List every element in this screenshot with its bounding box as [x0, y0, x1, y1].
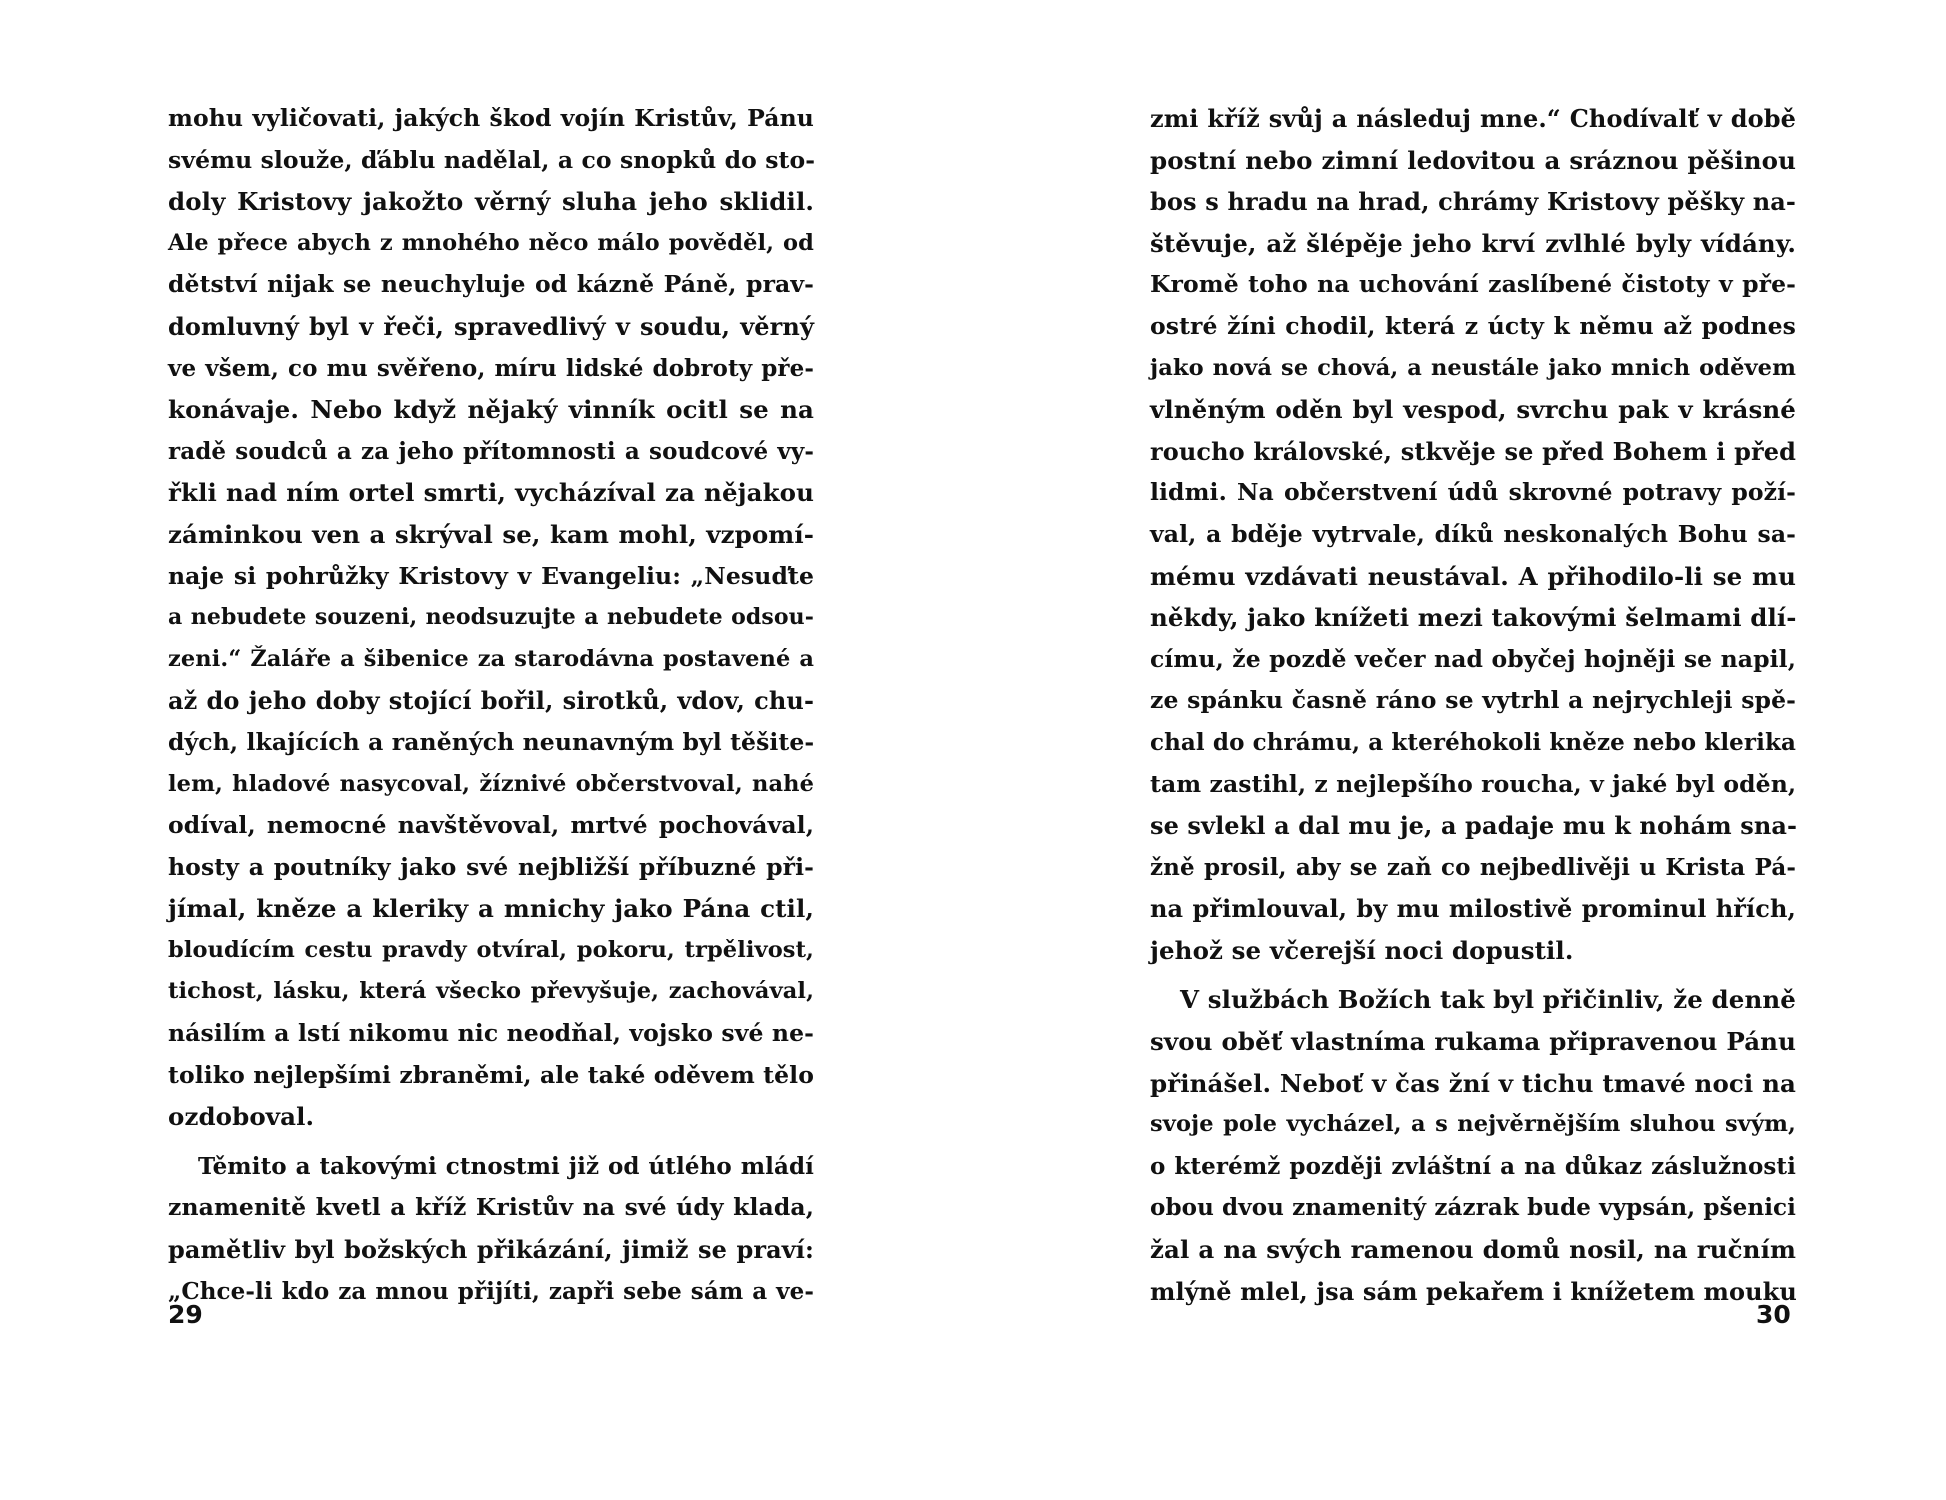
- paragraph-gap: [168, 1138, 814, 1146]
- text-line: svému slouže, ďáblu nadělal, a co snopků do sto-: [168, 145, 816, 174]
- text-line: ze spánku časně ráno se vytrhl a nejrychleji spě-: [1150, 686, 1796, 715]
- text-line: toliko nejlepšími zbraněmi, ale také oděvem tělo: [168, 1060, 814, 1089]
- text-line: štěvuje, až šlépěje jeho krví zvlhlé byly vídány.: [1150, 228, 1796, 258]
- text-line: tichost, lásku, která všecko převyšuje, zachovával,: [168, 978, 814, 1005]
- text-line: mému vzdávati neustával. A přihodilo-li se mu: [1150, 561, 1796, 591]
- text-line: lidmi. Na občerstvení údů skrovné potravy poží-: [1150, 478, 1796, 507]
- text-line: Těmito a takovými ctnostmi již od útlého mládí: [198, 1152, 814, 1180]
- text-line: bos s hradu na hrad, chrámy Kristovy pěšky na-: [1150, 187, 1796, 217]
- text-line: záminkou ven a skrýval se, kam mohl, vzpomí-: [168, 519, 814, 549]
- left-page-text: [168, 98, 814, 1312]
- text-line: naje si pohrůžky Kristovy v Evangeliu: „Nesuďte: [168, 561, 814, 590]
- text-line: címu, že pozdě večer nad obyčej hojněji se napil,: [1150, 644, 1796, 673]
- text-line: ozdoboval.: [168, 1102, 315, 1132]
- text-line: jímal, kněze a kleriky a mnichy jako Pána ctil,: [168, 894, 814, 924]
- text-line: pamětliv byl božských přikázání, jimiž se praví:: [168, 1235, 814, 1265]
- text-line: tam zastihl, z nejlepšího roucha, v jaké byl oděn,: [1150, 769, 1797, 798]
- text-line: žně prosil, aby se zaň co nejbedlivěji u Krista Pá-: [1150, 853, 1796, 881]
- text-line: řkli nad ním ortel smrti, vycházíval za nějakou: [168, 478, 814, 508]
- text-line: ostré žíni chodil, která z úcty k němu až podnes: [1150, 311, 1796, 340]
- text-line: roucho královské, stkvěje se před Bohem i před: [1150, 436, 1796, 466]
- text-line: hosty a poutníky jako své nejbližší příbuzné při-: [168, 852, 814, 881]
- text-line: lem, hladové nasycoval, žíznivé občerstvoval, nahé: [168, 770, 814, 797]
- text-line: až do jeho doby stojící bořil, sirotků, vdov, chu-: [168, 686, 814, 716]
- text-line: a nebudete souzeni, neodsuzujte a nebudete odsou-: [168, 604, 814, 631]
- right-page: [1150, 98, 1796, 1312]
- text-line: svou oběť vlastníma rukama připravenou Pánu: [1150, 1027, 1796, 1057]
- text-line: domluvný byl v řeči, spravedlivý v soudu, věrný: [168, 311, 814, 341]
- text-line: bloudícím cestu pravdy otvíral, pokoru, trpělivost,: [168, 936, 814, 963]
- paragraph-gap: [1150, 971, 1796, 979]
- text-line: Kromě toho na uchování zaslíbené čistoty v pře-: [1150, 270, 1796, 299]
- text-line: vlněným oděn byl vespod, svrchu pak v krásné: [1150, 395, 1796, 425]
- text-line: o kterémž později zvláštní a na důkaz záslužnosti: [1150, 1152, 1796, 1180]
- text-line: přinášel. Neboť v čas žní v tichu tmavé noci na: [1150, 1068, 1796, 1098]
- text-line: dětství nijak se neuchyluje od kázně Páně, prav-: [168, 270, 814, 299]
- text-line: na přimlouval, by mu milostivě prominul hřích,: [1150, 894, 1796, 924]
- text-line: konávaje. Nebo když nějaký vinník ocitl se na: [168, 395, 814, 425]
- text-line: radě soudců a za jeho přítomnosti a soudcové vy-: [168, 437, 814, 465]
- text-line: Ale přece abych z mnohého něco málo pověděl, od: [168, 229, 814, 256]
- text-line: mlýně mlel, jsa sám pekařem i knížetem mouku: [1150, 1276, 1797, 1306]
- text-line: zeni.“ Žaláře a šibenice za starodávna postavené a: [168, 645, 814, 672]
- page-number-right: 30: [1756, 1300, 1791, 1329]
- page-number-left: 29: [168, 1300, 203, 1329]
- text-line: dých, lkajících a raněných neunavným byl těšite-: [168, 727, 815, 756]
- text-line: někdy, jako knížeti mezi takovými šelmami dlí-: [1150, 603, 1797, 633]
- text-line: odíval, nemocné navštěvoval, mrtvé pochovával,: [168, 811, 814, 840]
- text-line: V službách Božích tak byl přičinliv, že denně: [1180, 985, 1796, 1015]
- text-line: jehož se včerejší noci dopustil.: [1150, 935, 1574, 965]
- text-line: žal a na svých ramenou domů nosil, na ručním: [1150, 1235, 1796, 1265]
- text-line: jako nová se chová, a neustále jako mnich oděvem: [1150, 354, 1796, 381]
- left-page: [168, 98, 814, 1312]
- text-line: doly Kristovy jakožto věrný sluha jeho sklidil.: [168, 187, 814, 217]
- text-line: svoje pole vycházel, a s nejvěrnějším sluhou svým,: [1150, 1111, 1796, 1138]
- text-line: mohu vyličovati, jakých škod vojín Kristův, Pánu: [168, 104, 814, 132]
- text-line: chal do chrámu, a kteréhokoli kněze nebo klerika: [1150, 728, 1796, 756]
- text-line: val, a bděje vytrvale, díků neskonalých Bohu sa-: [1150, 519, 1796, 548]
- text-line: znamenitě kvetl a kříž Kristův na své údy klada,: [168, 1193, 814, 1222]
- right-page-text: [1150, 98, 1796, 1312]
- text-line: násilím a lstí nikomu nic neodňal, vojsko své ne-: [168, 1019, 814, 1048]
- text-line: „Chce-li kdo za mnou přijíti, zapři sebe sám a ve-: [168, 1277, 814, 1305]
- text-line: se svlekl a dal mu je, a padaje mu k nohám sna-: [1150, 811, 1798, 841]
- text-line: obou dvou znamenitý zázrak bude vypsán, pšenici: [1150, 1194, 1796, 1222]
- text-line: postní nebo zimní ledovitou a sráznou pěšinou: [1150, 145, 1796, 175]
- text-line: zmi kříž svůj a následuj mne.“ Chodívalť v době: [1150, 104, 1796, 133]
- text-line: ve všem, co mu svěřeno, míru lidské dobroty pře-: [168, 354, 814, 382]
